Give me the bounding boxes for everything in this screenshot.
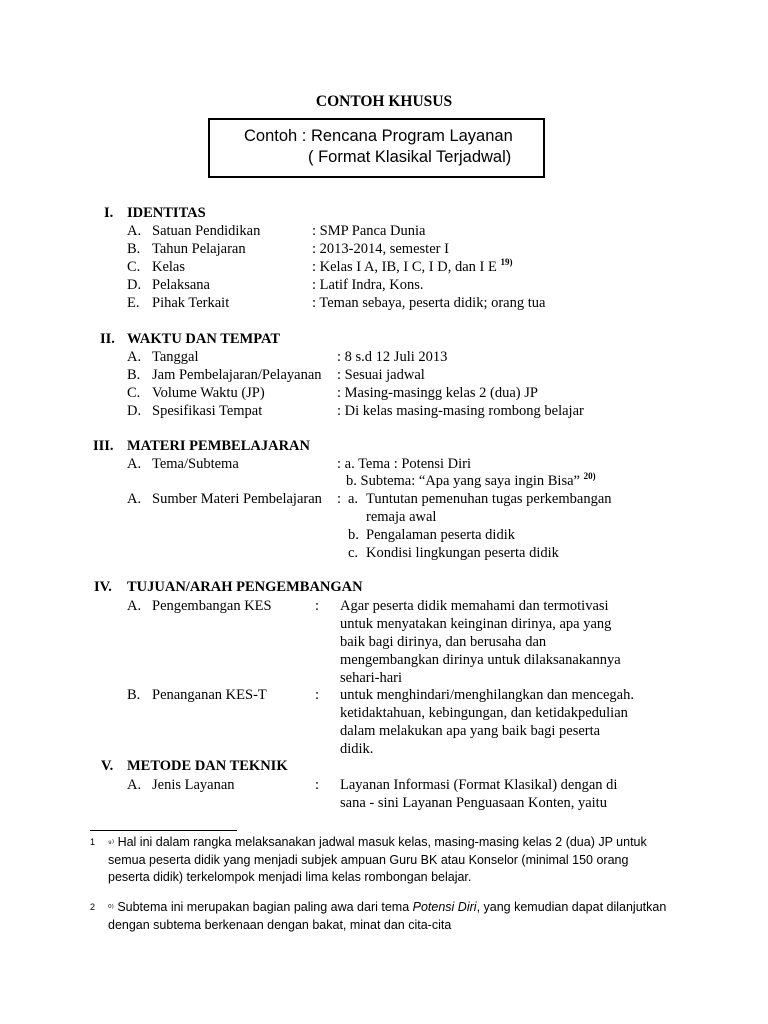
s4-row-a-line-4: mengembangkan dirinya untuk dilaksanakannya	[340, 652, 621, 668]
section-1-heading: IDENTITAS	[127, 205, 206, 221]
document-title: CONTOH KHUSUS	[315, 93, 453, 110]
section-4-number: IV.	[94, 579, 112, 595]
s4-row-a-label: Pengembangan KES	[152, 598, 272, 614]
footnote-1-marker: ⁹⁾	[108, 838, 115, 848]
footnote-2-number: 2	[90, 902, 96, 912]
s5-row-a-label: Jenis Layanan	[152, 777, 235, 793]
footnote-2-marker: ⁰⁾	[108, 903, 114, 913]
s5-row-a-colon: :	[315, 777, 320, 793]
s4-row-b-label: Penanganan KES-T	[152, 687, 267, 703]
s1-row-b-value: : 2013-2014, semester I	[312, 241, 449, 257]
s4-row-a-colon: :	[315, 598, 320, 614]
s3-subtema	[346, 472, 596, 490]
s1-row-e-label: Pihak Terkait	[152, 295, 230, 311]
s3-item-c-marker: c.	[348, 545, 359, 561]
s5-row-a-letter: A.	[127, 777, 142, 793]
footnote-2-line-1-a: Subtema ini merupakan bagian paling awa dari tema	[117, 900, 413, 914]
s1-row-b-letter: B.	[127, 241, 141, 257]
s1-row-a-letter: A.	[127, 223, 142, 239]
s1-row-d-label: Pelaksana	[152, 277, 210, 293]
footnote-separator	[90, 830, 237, 831]
s2-row-b-letter: B.	[127, 367, 141, 383]
s4-row-a-letter: A.	[127, 598, 142, 614]
s2-row-b-value: : Sesuai jadwal	[337, 367, 425, 383]
box-line-2: ( Format Klasikal Terjadwal)	[308, 148, 512, 166]
footnote-1-line-1-text: Hal ini dalam rangka melaksanakan jadwal masuk kelas, masing-masing kelas 2 (dua) JP untuk	[117, 835, 647, 849]
s4-row-b-line-3: dalam melakukan apa yang baik bagi peserta	[340, 723, 601, 739]
s3-row-a-label: Tema/Subtema	[152, 456, 239, 472]
s1-row-b-label: Tahun Pelajaran	[152, 241, 246, 257]
s4-row-b-colon: :	[315, 687, 320, 703]
footnote-1-line-2: semua peserta didik yang menjadi subjek ampuan Guru BK atau Konselor (minimal 150 orang	[108, 853, 629, 867]
s1-row-e-letter: E.	[127, 295, 140, 311]
s1-row-c-value-text: : Kelas I A, IB, I C, I D, dan I E	[312, 259, 497, 275]
section-3-heading: MATERI PEMBELAJARAN	[127, 438, 310, 454]
s3-item-b-text: Pengalaman peserta didik	[366, 527, 515, 543]
section-4-heading: TUJUAN/ARAH PENGEMBANGAN	[127, 579, 363, 595]
s3-item-a-text-cont: remaja awal	[366, 509, 437, 525]
s2-row-d-letter: D.	[127, 403, 142, 419]
footnote-ref-19: 19)	[500, 257, 513, 267]
s1-row-c-letter: C.	[127, 259, 141, 275]
s2-row-b-label: Jam Pembelajaran/Pelayanan	[152, 367, 322, 383]
section-5-number: V.	[101, 758, 114, 774]
footnote-1-line-1	[108, 833, 647, 852]
section-5-heading: METODE DAN TEKNIK	[127, 758, 288, 774]
s3-item-a-text: Tuntutan pemenuhan tugas perkembangan	[366, 491, 612, 507]
s3-row-b-colon: :	[337, 491, 342, 507]
s1-row-d-value: : Latif Indra, Kons.	[312, 277, 424, 293]
s1-row-a-value: : SMP Panca Dunia	[312, 223, 426, 239]
s1-row-d-letter: D.	[127, 277, 142, 293]
footnote-1-line-3: peserta didik) terkelompok menjadi lima kelas rombongan belajar.	[108, 870, 472, 884]
s2-row-d-label: Spesifikasi Tempat	[152, 403, 263, 419]
footnote-2-line-2: dengan subtema berkenaan dengan bakat, minat dan cita-cita	[108, 918, 452, 932]
s2-row-c-letter: C.	[127, 385, 141, 401]
section-3-number: III.	[93, 438, 114, 454]
s5-row-a-line-2: sana - sini Layanan Penguasaan Konten, yaitu	[340, 795, 607, 811]
s4-row-b-letter: B.	[127, 687, 141, 703]
section-2-heading: WAKTU DAN TEMPAT	[127, 331, 281, 347]
section-2-number: II.	[100, 331, 115, 347]
s4-row-b-line-2: ketidaktahuan, kebingungan, dan ketidakpedulian	[340, 705, 628, 721]
s3-tema: : a. Tema : Potensi Diri	[337, 456, 472, 472]
s3-subtema-text: b. Subtema: “Apa yang saya ingin Bisa”	[346, 473, 580, 489]
s3-row-b-letter: A.	[127, 491, 142, 507]
s4-row-a-line-3: baik bagi dirinya, dan berusaha dan	[340, 634, 547, 650]
footnote-2-emphasis: Potensi Diri	[412, 900, 477, 914]
s1-row-c-value	[312, 258, 512, 276]
s3-item-c-text: Kondisi lingkungan peserta didik	[366, 545, 559, 561]
footnote-1-number: 1	[90, 837, 96, 847]
s1-row-c-label: Kelas	[152, 259, 186, 275]
s2-row-a-value: : 8 s.d 12 Juli 2013	[337, 349, 448, 365]
s4-row-b-line-4: didik.	[340, 741, 374, 757]
s1-row-e-value: : Teman sebaya, peserta didik; orang tua	[312, 295, 546, 311]
box-line-1: Contoh : Rencana Program Layanan	[244, 127, 513, 145]
s2-row-c-value: : Masing-masingg kelas 2 (dua) JP	[337, 385, 538, 401]
footnote-2-line-1	[108, 898, 666, 917]
s3-row-a-letter: A.	[127, 456, 142, 472]
s4-row-b-line-1: untuk menghindari/menghilangkan dan mencegah.	[340, 687, 634, 703]
section-1-number: I.	[104, 205, 114, 221]
s4-row-a-line-5: sehari-hari	[340, 670, 402, 686]
s3-row-b-label: Sumber Materi Pembelajaran	[152, 491, 322, 507]
footnote-2-line-1-b: , yang kemudian dapat dilanjutkan	[476, 900, 667, 914]
s4-row-a-line-1: Agar peserta didik memahami dan termotivasi	[340, 598, 609, 614]
footnote-ref-20: 20)	[583, 471, 596, 481]
s2-row-c-label: Volume Waktu (JP)	[152, 385, 265, 401]
s4-row-a-line-2: untuk menyatakan keinginan dirinya, apa yang	[340, 616, 612, 632]
s2-row-a-label: Tanggal	[152, 349, 199, 365]
s3-item-b-marker: b.	[348, 527, 359, 543]
s2-row-d-value: : Di kelas masing-masing rombong belajar	[337, 403, 584, 419]
s3-item-a-marker: a.	[348, 491, 359, 507]
s1-row-a-label: Satuan Pendidikan	[152, 223, 261, 239]
s2-row-a-letter: A.	[127, 349, 142, 365]
s5-row-a-line-1: Layanan Informasi (Format Klasikal) dengan di	[340, 777, 618, 793]
